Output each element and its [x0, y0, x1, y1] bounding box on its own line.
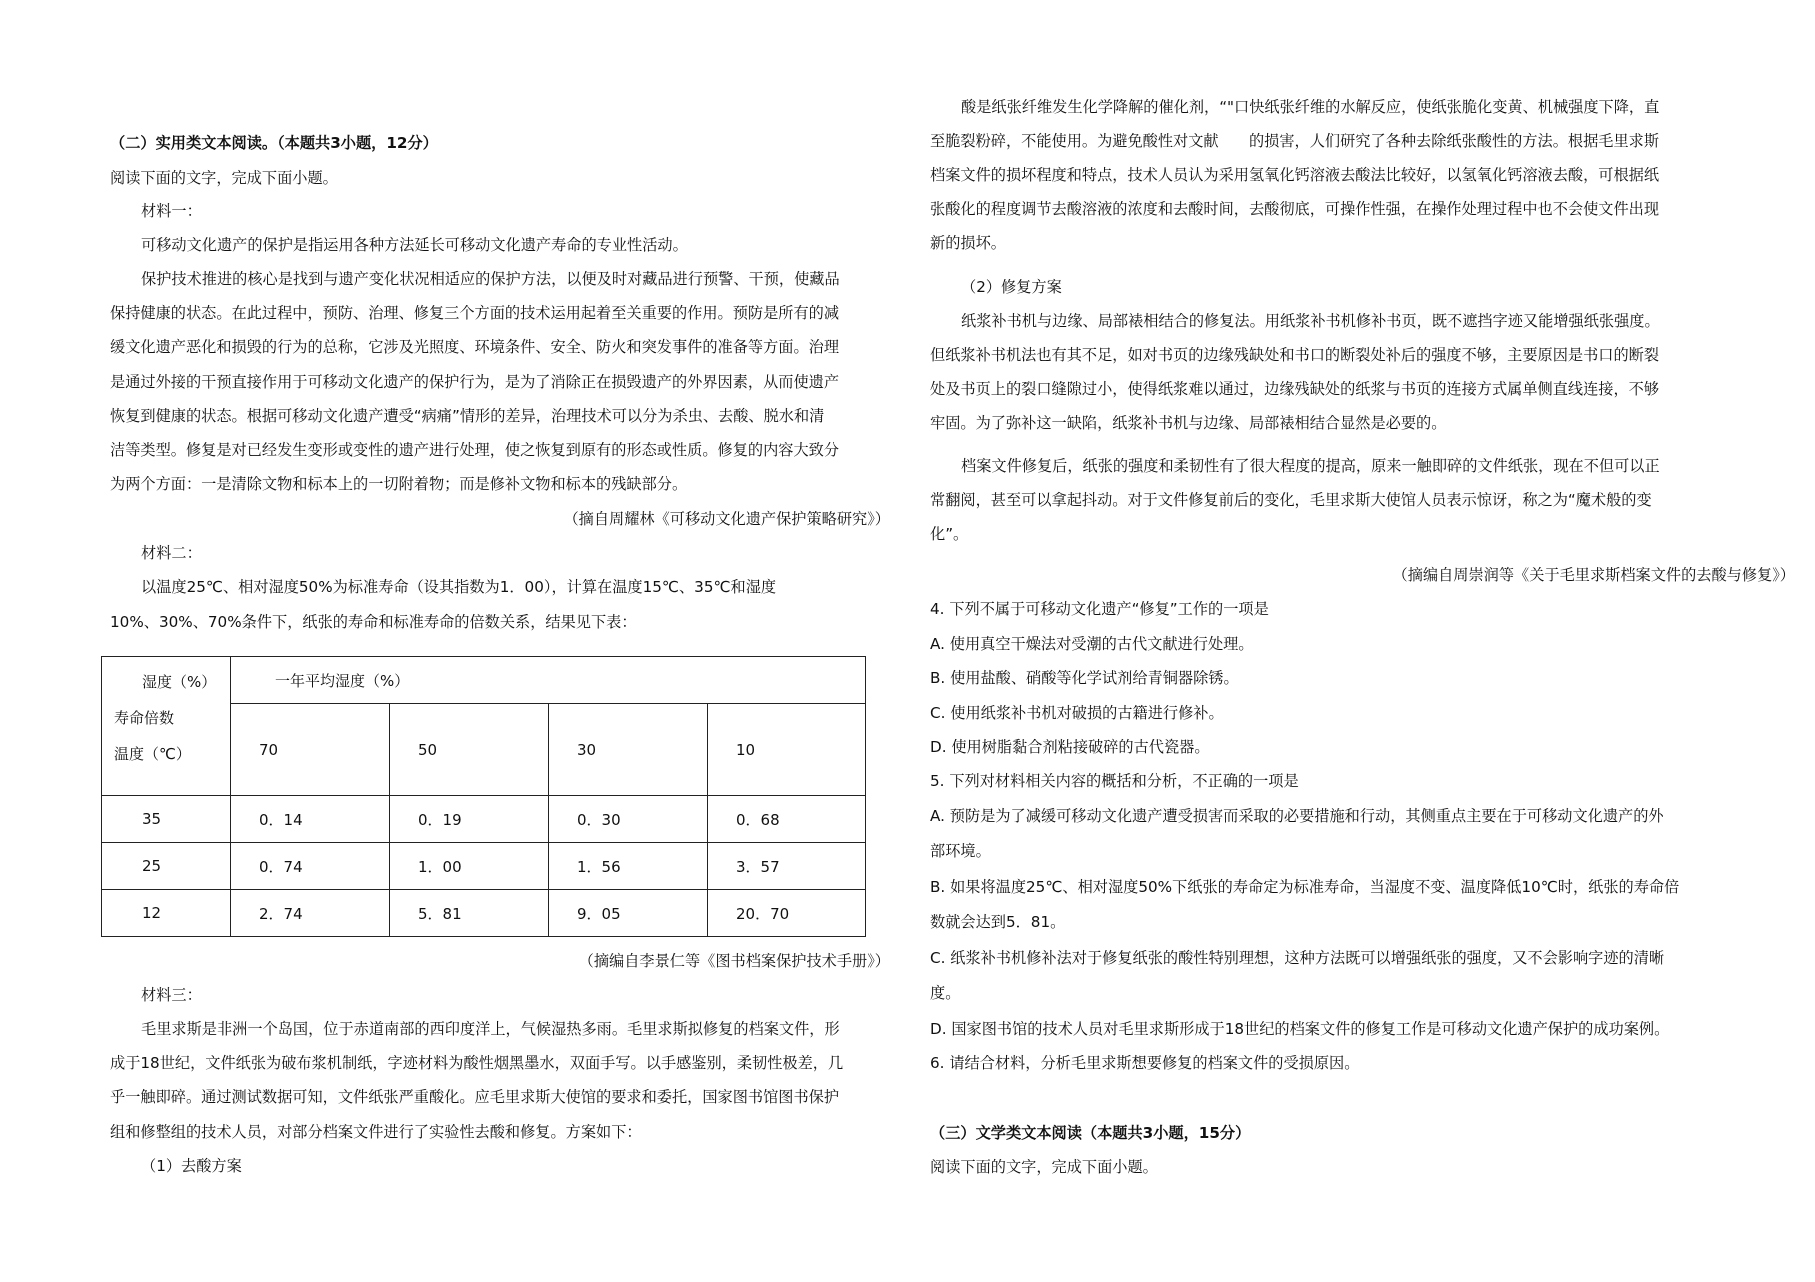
deacid-text-line: 酸是纸张纤维发生化学降解的催化剂，“"口快纸张纤维的水解反应，使纸张脆化变黄、机械强度下降，直 [961, 98, 1660, 116]
table-corner-cell [102, 657, 231, 796]
material-3-text-line: 毛里求斯是非洲一个岛国，位于赤道南部的西印度洋上，气候湿热多雨。毛里求斯拟修复的档案文件，形 [141, 1020, 840, 1038]
table-row [102, 843, 866, 890]
lifespan-table [101, 656, 866, 937]
table-cell: 2．74 [231, 890, 390, 937]
question-4-option-d: D. 使用树脂黏合剂粘接破碎的古代瓷器。 [930, 738, 1210, 756]
deacid-text-line: 至脆裂粉碎，不能使用。为避免酸性对文献 的损害，人们研究了各种去除纸张酸性的方法。根据毛里求斯 [930, 132, 1659, 150]
material-3-text-line: 组和修整组的技术人员，对部分档案文件进行了实验性去酸和修复。方案如下： [110, 1123, 642, 1141]
question-5: 5. 下列对材料相关内容的概括和分析，不正确的一项是 [930, 772, 1299, 790]
material-2-label: 材料二： [141, 544, 202, 562]
section-title: （二）实用类文本阅读。（本题共3小题，12分） [110, 134, 438, 152]
question-5-option-b-cont: 数就会达到5．81。 [930, 913, 1066, 931]
table-row-temperature: 35 [102, 796, 231, 843]
table-cell: 0．14 [231, 796, 390, 843]
question-5-option-c-cont: 度。 [930, 984, 961, 1002]
repair-text-line: 处及书页上的裂口缝隙过小，使得纸浆难以通过，边缘残缺处的纸浆与书页的连接方式属单侧直线连接，不够 [930, 380, 1659, 398]
table-cell: 9．05 [549, 890, 708, 937]
corner-temperature-label: 温度（℃） [114, 745, 191, 763]
material-3-text-line: 乎一触即碎。通过测试数据可知，文件纸张严重酸化。应毛里求斯大使馆的要求和委托，国家图书馆图书保护 [110, 1088, 839, 1106]
table-row [102, 796, 866, 843]
table-row-temperature: 12 [102, 890, 231, 937]
material-3-label: 材料三： [141, 986, 202, 1004]
material-1-text-line: 保护技术推进的核心是找到与遗产变化状况相适应的保护方法，以便及时对藏品进行预警、干预，使藏品 [141, 270, 840, 288]
table-column-header: 70 [231, 704, 390, 796]
repair-plan-heading: （2）修复方案 [961, 278, 1062, 296]
material-2-text-line: 10%、30%、70%条件下，纸张的寿命和标准寿命的倍数关系，结果见下表： [110, 613, 637, 631]
table-cell: 1．56 [549, 843, 708, 890]
material-1-text-line: 是通过外接的干预直接作用于可移动文化遗产的保护行为，是为了消除正在损毁遗产的外界因素，从而使遗产 [110, 373, 839, 391]
after-repair-text-line: 常翻阅，甚至可以拿起抖动。对于文件修复前后的变化，毛里求斯大使馆人员表示惊讶，称之为“魔术般的变 [930, 491, 1652, 509]
material-3-text-line: 成于18世纪，文件纸张为破布浆机制纸，字迹材料为酸性烟黑墨水，双面手写。以手感鉴别，柔韧性极差，几 [110, 1054, 844, 1072]
deacid-plan-heading: （1）去酸方案 [141, 1157, 242, 1175]
repair-text-line: 纸浆补书机与边缘、局部裱相结合的修复法。用纸浆补书机修补书页，既不遮挡字迹又能增强纸张强度。 [961, 312, 1660, 330]
table-cell: 0．30 [549, 796, 708, 843]
repair-text-line: 牢固。为了弥补这一缺陷，纸浆补书机与边缘、局部裱相结合显然是必要的。 [930, 414, 1447, 432]
table-cell: 5．81 [390, 890, 549, 937]
after-repair-text-line: 档案文件修复后，纸张的强度和柔韧性有了很大程度的提高，原来一触即碎的文件纸张，现在不但可以正 [961, 457, 1660, 475]
question-4-option-c: C. 使用纸浆补书机对破损的古籍进行修补。 [930, 704, 1224, 722]
repair-text-line: 但纸浆补书机法也有其不足，如对书页的边缘残缺处和书口的断裂处补后的强度不够，主要原因是书口的断裂 [930, 346, 1659, 364]
material-2-text-line: 以温度25℃、相对湿度50%为标准寿命（设其指数为1．00），计算在温度15℃、35℃和湿度 [141, 578, 777, 596]
table-column-header: 30 [549, 704, 708, 796]
section-3-instructions: 阅读下面的文字，完成下面小题。 [930, 1158, 1158, 1176]
table-group-header: 一年平均湿度（%） [231, 657, 866, 704]
instructions: 阅读下面的文字，完成下面小题。 [110, 169, 338, 187]
table-column-header: 10 [708, 704, 866, 796]
table-cell: 3．57 [708, 843, 866, 890]
table-cell: 1．00 [390, 843, 549, 890]
table-column-header: 50 [390, 704, 549, 796]
question-5-option-c: C. 纸浆补书机修补法对于修复纸张的酸性特别理想，这种方法既可以增强纸张的强度，又不会影响字迹的清晰 [930, 949, 1665, 967]
question-5-option-b: B. 如果将温度25℃、相对湿度50%下纸张的寿命定为标准寿命，当湿度不变、温度降低10℃时，纸张的寿命倍 [930, 878, 1680, 896]
table-cell: 0．68 [708, 796, 866, 843]
corner-multiplier-label: 寿命倍数 [114, 709, 175, 727]
table-cell: 0．74 [231, 843, 390, 890]
deacid-text-line: 档案文件的损坏程度和特点，技术人员认为采用氢氧化钙溶液去酸法比较好，以氢氧化钙溶液去酸，可根据纸 [930, 166, 1659, 184]
deacid-text-line: 新的损坏。 [930, 234, 1006, 252]
material-1-text-line: 保持健康的状态。在此过程中，预防、治理、修复三个方面的技术运用起着至关重要的作用。预防是所有的减 [110, 304, 839, 322]
material-1-text-line: 缓文化遗产恶化和损毁的行为的总称，它涉及光照度、环境条件、安全、防火和突发事件的准备等方面。治理 [110, 338, 839, 356]
section-3-title: （三）文学类文本阅读（本题共3小题，15分） [930, 1124, 1251, 1142]
corner-humidity-label: 湿度（%） [142, 673, 217, 691]
question-4: 4. 下列不属于可移动文化遗产“修复”工作的一项是 [930, 600, 1269, 618]
question-4-option-b: B. 使用盐酸、硝酸等化学试剂给青铜器除锈。 [930, 669, 1239, 687]
deacid-text-line: 张酸化的程度调节去酸溶液的浓度和去酸时间，去酸彻底，可操作性强，在操作处理过程中也不会使文件出现 [930, 200, 1659, 218]
question-5-option-a-cont: 部环境。 [930, 842, 991, 860]
material-1-source: （摘自周耀林《可移动文化遗产保护策略研究》） [563, 510, 890, 528]
table-row-temperature: 25 [102, 843, 231, 890]
material-3-source: （摘编自周崇润等《关于毛里求斯档案文件的去酸与修复》） [1392, 566, 1795, 584]
question-5-option-a: A. 预防是为了减缓可移动文化遗产遭受损害而采取的必要措施和行动，其侧重点主要在于可移动文化遗产的外 [930, 807, 1664, 825]
material-2-source: （摘编自李景仁等《图书档案保护技术手册》） [578, 952, 890, 970]
question-6: 6. 请结合材料，分析毛里求斯想要修复的档案文件的受损原因。 [930, 1054, 1360, 1072]
table-cell: 0．19 [390, 796, 549, 843]
material-1-paragraph: 可移动文化遗产的保护是指运用各种方法延长可移动文化遗产寿命的专业性活动。 [141, 236, 688, 254]
question-5-option-d: D. 国家图书馆的技术人员对毛里求斯形成于18世纪的档案文件的修复工作是可移动文化遗产保护的成功案例。 [930, 1020, 1670, 1038]
question-4-option-a: A. 使用真空干燥法对受潮的古代文献进行处理。 [930, 635, 1254, 653]
material-1-text-line: 恢复到健康的状态。根据可移动文化遗产遭受“病痛”情形的差异，治理技术可以分为杀虫、去酸、脱水和清 [110, 407, 825, 425]
table-row [102, 890, 866, 937]
after-repair-text-line: 化”。 [930, 525, 969, 543]
material-1-label: 材料一： [141, 202, 202, 220]
table-cell: 20．70 [708, 890, 866, 937]
material-1-text-line: 为两个方面：一是清除文物和标本上的一切附着物；而是修补文物和标本的残缺部分。 [110, 475, 688, 493]
material-1-text-line: 洁等类型。修复是对已经发生变形或变性的遗产进行处理，使之恢复到原有的形态或性质。修复的内容大致分 [110, 441, 839, 459]
